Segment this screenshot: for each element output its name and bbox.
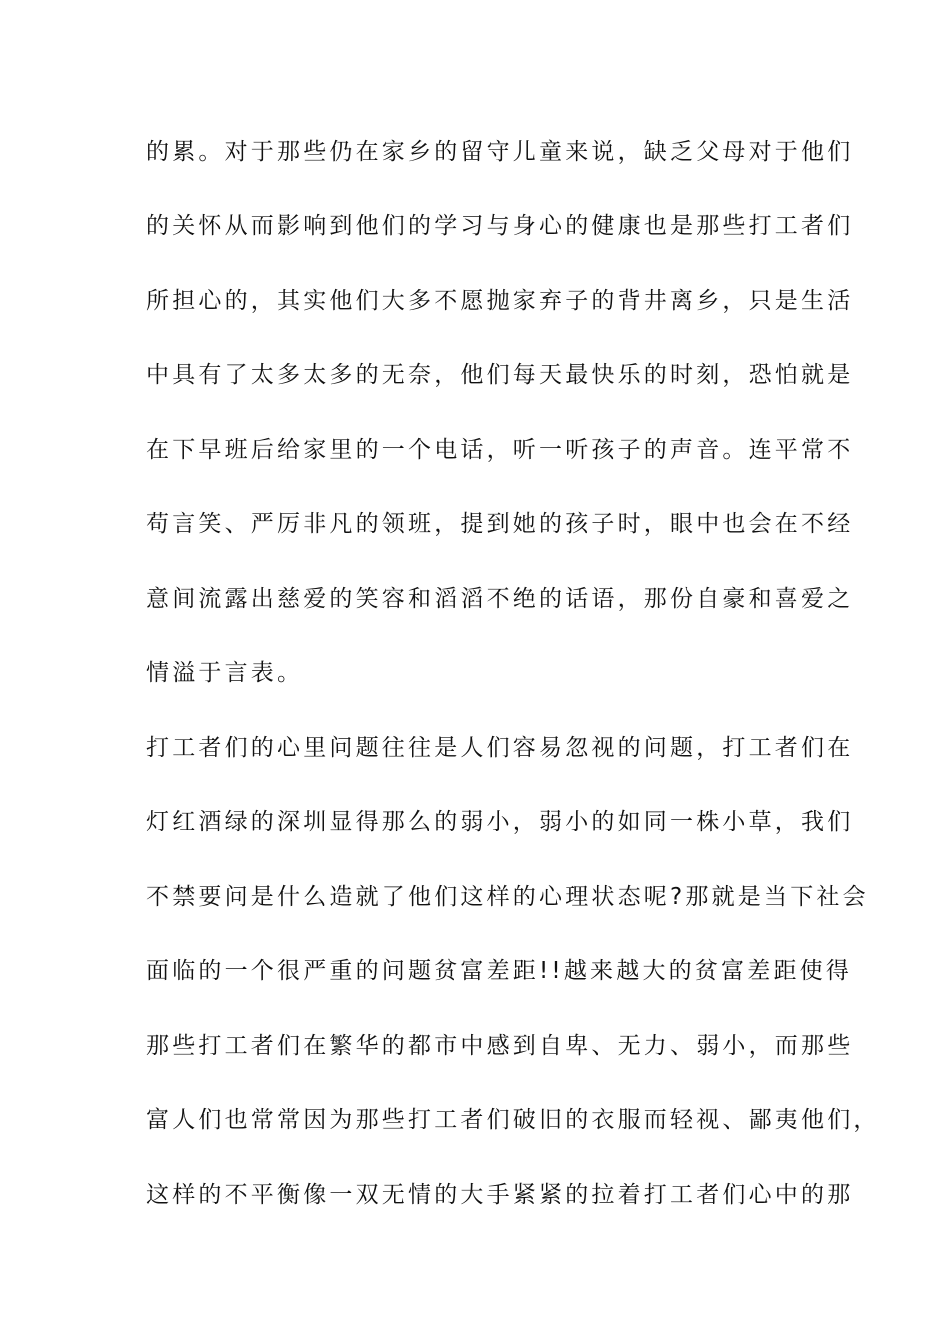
text-line: 情溢于言表。: [146, 660, 304, 686]
text-line: 打工者们的心里问题往往是人们容易忽视的问题，打工者们在: [146, 735, 854, 761]
text-line: 灯红酒绿的深圳显得那么的弱小，弱小的如同一株小草，我们: [146, 809, 854, 835]
text-line: 中具有了太多太多的无奈，他们每天最快乐的时刻，恐怕就是: [146, 362, 854, 388]
text-line: 在下早班后给家里的一个电话，听一听孩子的声音。连平常不: [146, 437, 854, 463]
text-line: 不禁要问是什么造就了他们这样的心理状态呢?那就是当下社会: [146, 884, 869, 910]
text-line: 的累。对于那些仍在家乡的留守儿童来说，缺乏父母对于他们: [146, 139, 854, 165]
text-line: 那些打工者们在繁华的都市中感到自卑、无力、弱小，而那些: [146, 1033, 854, 1059]
text-line: 意间流露出慈爱的笑容和滔滔不绝的话语，那份自豪和喜爱之: [146, 586, 854, 612]
text-line: 面临的一个很严重的问题贫富差距!!越来越大的贫富差距使得: [146, 958, 853, 984]
text-line: 所担心的，其实他们大多不愿抛家弃子的背井离乡，只是生活: [146, 288, 854, 314]
text-line: 富人们也常常因为那些打工者们破旧的衣服而轻视、鄙夷他们，: [146, 1107, 880, 1133]
text-line: 这样的不平衡像一双无情的大手紧紧的拉着打工者们心中的那: [146, 1182, 854, 1208]
text-line: 的关怀从而影响到他们的学习与身心的健康也是那些打工者们: [146, 213, 854, 239]
text-line: 苟言笑、严厉非凡的领班，提到她的孩子时，眼中也会在不经: [146, 511, 854, 537]
